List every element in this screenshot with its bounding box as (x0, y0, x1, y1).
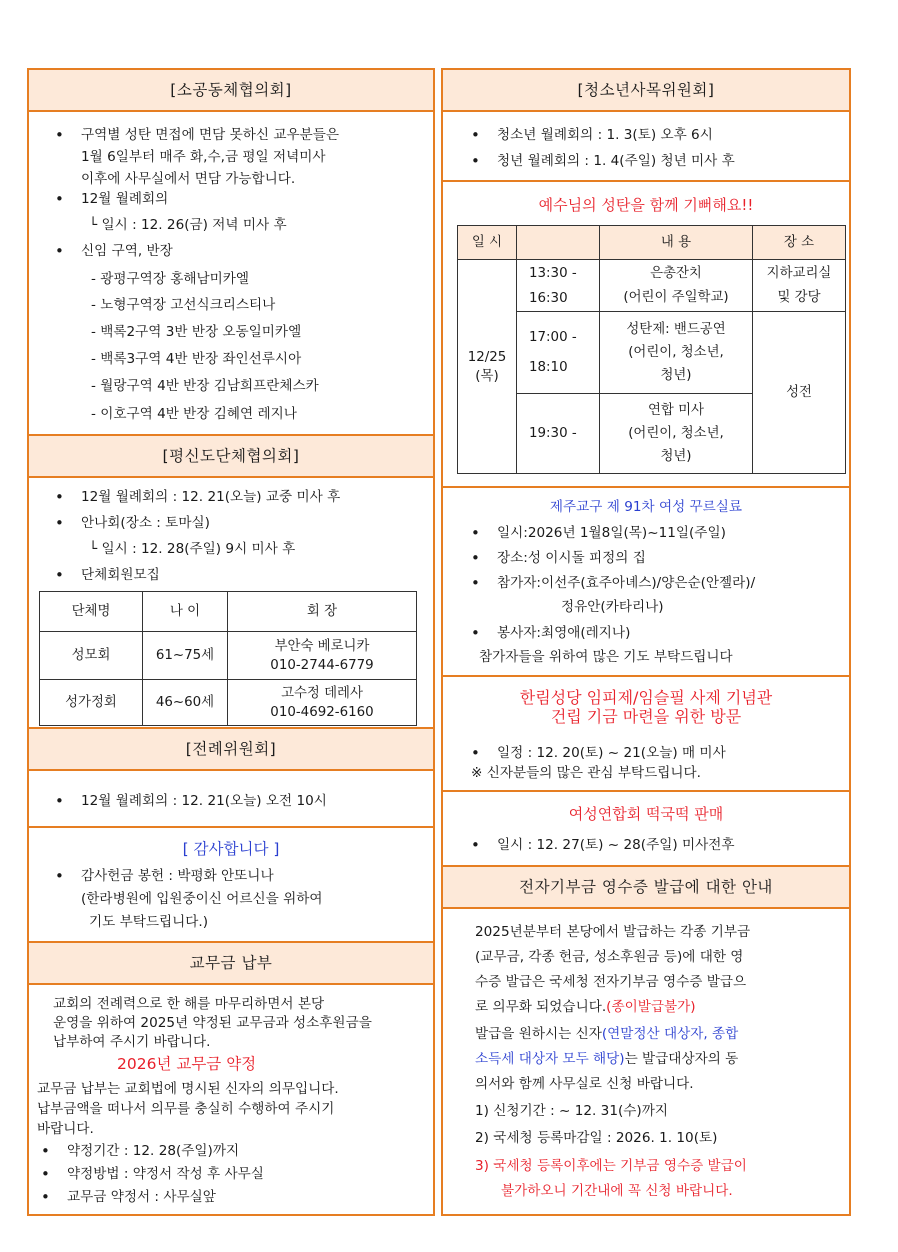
list-item: • 12월 월례회의 (81, 190, 168, 208)
list-item: • 봉사자:최영애(레지나) (497, 624, 630, 642)
content-text: (어린이, 청소년, (628, 426, 724, 441)
paragraph-line: 납부하여 주시기 바랍니다. (53, 1034, 211, 1050)
table-header: 내 용 (600, 226, 753, 260)
list-item: • 일시 : 12. 27(토) ~ 28(주일) 미사전후 (497, 836, 735, 854)
divider (443, 675, 849, 677)
section-title-christmas: 예수님의 성탄을 함께 기뻐해요!! (538, 196, 754, 214)
table-header: 장 소 (753, 226, 846, 260)
list-item: • 교무금 약정서 : 사무실앞 (67, 1188, 216, 1206)
text: 로 의무화 되었습니다. (475, 999, 607, 1015)
table-header: 나 이 (143, 592, 228, 632)
group-table (39, 591, 417, 726)
time-text: 13:30 - (529, 265, 577, 281)
leader-item: - 월랑구역 4반 반장 김남희프란체스카 (91, 378, 319, 394)
list-item: • 12월 월례회의 : 12. 21(오늘) 교중 미사 후 (81, 488, 340, 506)
text: 는 발급대상자의 동 (624, 1051, 739, 1067)
day-text: (목) (475, 368, 499, 384)
list-item: • 신임 구역, 반장 (81, 242, 173, 260)
numbered-item-warning: 3) 국세청 등록이후에는 기부금 영수증 발급이 (475, 1158, 747, 1174)
paragraph-line: 바랍니다. (37, 1121, 94, 1137)
leader-item: - 노형구역장 고선식크리스티나 (91, 297, 276, 313)
table-cell: 61~75세 (143, 632, 228, 680)
section-title-thanks: [ 감사합니다 ] (182, 840, 280, 858)
list-item: • 장소:성 이시돌 피정의 집 (497, 549, 646, 567)
paragraph-line: 의서와 함께 사무실로 신청 바랍니다. (475, 1076, 694, 1092)
content-text: 청년) (660, 449, 692, 464)
numbered-item: 1) 신청기간 : ~ 12. 31(수)까지 (475, 1103, 668, 1119)
content-text: 성탄제: 밴드공연 (626, 322, 726, 337)
paragraph-line: 교회의 전례력으로 한 해를 마무리하면서 본당 (53, 996, 325, 1012)
divider (443, 486, 849, 488)
christmas-schedule-table (457, 225, 846, 474)
section-title-laity: [평신도단체협의회] (29, 434, 433, 478)
left-column (27, 68, 435, 1216)
note: ※ 신자분들의 많은 관심 부탁드립니다. (471, 765, 701, 781)
paragraph-line: 운영을 위하여 2025년 약정된 교무금과 성소후원금을 (53, 1015, 372, 1031)
time-cell (517, 312, 600, 394)
numbered-item-warning-cont: 불가하오니 기간내에 꼭 신청 바랍니다. (501, 1183, 733, 1199)
section-title-visit: 한림성당 임피제/임슬필 사제 기념관 (519, 688, 773, 707)
list-item: • 청년 월례회의 : 1. 4(주일) 청년 미사 후 (497, 152, 735, 170)
section-title-visit-2: 건립 기금 마련을 위한 방문 (550, 707, 742, 726)
leader-item: - 광평구역장 홍해남미카엘 (91, 271, 249, 287)
date-cell (458, 260, 517, 474)
leader-name: 고수정 데레사 (281, 685, 363, 701)
time-text: 19:30 - (529, 426, 577, 441)
content-cell (600, 260, 753, 312)
text: 발급을 원하시는 신자 (475, 1026, 602, 1042)
list-item: • 구역별 성탄 면접에 면담 못하신 교우분들은 (81, 126, 339, 144)
list-item-cont: (한라병원에 입원중이신 어르신을 위하여 (81, 891, 323, 907)
list-item: • 참가자:이선주(효주아녜스)/양은순(안젤라)/ (497, 574, 755, 592)
list-subitem: └ 일시 : 12. 26(금) 저녁 미사 후 (89, 217, 287, 233)
table-cell (228, 632, 417, 680)
content-text: (어린이, 청소년, (628, 345, 724, 360)
eligible-note: (연말정산 대상자, 종합 (601, 1026, 739, 1042)
time-text: 17:00 - (529, 329, 577, 345)
section-title-youth: [청소년사목위원회] (443, 70, 849, 112)
paragraph-line: 교무금 납부는 교회법에 명시된 신자의 의무입니다. (37, 1081, 339, 1097)
list-item-cont: 이후에 사무실에서 면담 가능합니다. (81, 171, 296, 187)
list-item: • 약정기간 : 12. 28(주일)까지 (67, 1142, 239, 1160)
table-cell (228, 680, 417, 726)
paragraph-line: 2025년분부터 본당에서 발급하는 각종 기부금 (475, 924, 751, 940)
time-cell (517, 260, 600, 312)
content-text: (어린이 주일학교) (623, 289, 729, 305)
time-text: 16:30 (529, 290, 568, 306)
paragraph-line (475, 1050, 738, 1068)
leader-phone: 010-2744-6779 (270, 657, 374, 673)
list-item: • 일시:2026년 1월8일(목)~11일(주일) (497, 524, 726, 542)
section-title-rice-cake: 여성연합회 떡국떡 판매 (568, 805, 724, 823)
right-column (441, 68, 851, 1216)
table-header: 단체명 (40, 592, 143, 632)
note: 참가자들을 위하여 많은 기도 부탁드립니다 (479, 649, 733, 665)
leader-name: 부안숙 베로니카 (274, 638, 370, 654)
place-text: 및 강당 (777, 289, 821, 305)
section-title-dues: 교무금 납부 (29, 941, 433, 985)
list-item: • 안나회(장소 : 토마실) (81, 514, 210, 532)
section-title-receipt: 전자기부금 영수증 발급에 대한 안내 (443, 865, 849, 909)
place-text: 지하교리실 (766, 265, 832, 281)
content-cell (600, 394, 753, 474)
list-item: • 단체회원모집 (81, 566, 160, 584)
leader-item: - 백록3구역 4반 반장 좌인선루시아 (91, 351, 302, 367)
table-row (458, 260, 846, 312)
content-text: 은총잔치 (650, 265, 702, 281)
section-title-liturgy: [전례위원회] (29, 727, 433, 771)
numbered-item: 2) 국세청 등록마감일 : 2026. 1. 10(토) (475, 1130, 718, 1146)
list-subitem: └ 일시 : 12. 28(주일) 9시 미사 후 (89, 541, 296, 557)
leader-phone: 010-4692-6160 (270, 704, 374, 720)
table-row (40, 680, 417, 726)
leader-item: - 백록2구역 3반 반장 오동일미카엘 (91, 324, 302, 340)
divider (29, 826, 433, 828)
leader-item: - 이호구역 4반 반장 김혜연 레지나 (91, 406, 297, 422)
section-title-small-community: [소공동체협의회] (29, 70, 433, 112)
time-text: 18:10 (529, 359, 568, 375)
paragraph-line: (교무금, 각종 헌금, 성소후원금 등)에 대한 영 (475, 949, 744, 965)
table-cell: 성가정회 (40, 680, 143, 726)
list-item: • 일정 : 12. 20(토) ~ 21(오늘) 매 미사 (497, 744, 726, 762)
paragraph-line (475, 1025, 738, 1043)
list-item-cont: 1월 6일부터 매주 화,수,금 평일 저녁미사 (81, 149, 326, 165)
place-cell: 성전 (753, 312, 846, 474)
eligible-note: 소득세 대상자 모두 해당) (475, 1051, 625, 1067)
table-row (458, 312, 846, 394)
table-header: 회 장 (228, 592, 417, 632)
list-item: • 감사헌금 봉헌 : 박평화 안또니나 (81, 867, 274, 885)
divider (443, 180, 849, 182)
divider (443, 790, 849, 792)
content-text: 청년) (660, 368, 692, 383)
place-cell (753, 260, 846, 312)
list-item: • 약정방법 : 약정서 작성 후 사무실 (67, 1165, 264, 1183)
list-item: • 12월 월례회의 : 12. 21(오늘) 오전 10시 (81, 792, 327, 810)
table-row (40, 632, 417, 680)
list-item-cont: 정유안(카타리나) (561, 599, 664, 615)
list-item-cont: 기도 부탁드립니다.) (89, 914, 208, 930)
date-text: 12/25 (467, 349, 507, 365)
paragraph-line (475, 998, 696, 1016)
paragraph-line: 납부금액을 떠나서 의무를 충실히 수행하여 주시기 (37, 1101, 335, 1117)
content-cell (600, 312, 753, 394)
time-cell (517, 394, 600, 474)
paragraph-line: 수증 발급은 국세청 전자기부금 영수증 발급으 (475, 974, 747, 990)
content-text: 연합 미사 (648, 403, 704, 418)
subtitle-pledge: 2026년 교무금 약정 (117, 1055, 257, 1073)
section-title-cursillo: 제주교구 제 91차 여성 꾸르실료 (549, 499, 743, 515)
table-cell: 성모회 (40, 632, 143, 680)
paper-not-allowed: (종이발급불가) (606, 999, 696, 1015)
table-cell: 46~60세 (143, 680, 228, 726)
table-header: 일 시 (458, 226, 517, 260)
list-item: • 청소년 월례회의 : 1. 3(토) 오후 6시 (497, 126, 713, 144)
